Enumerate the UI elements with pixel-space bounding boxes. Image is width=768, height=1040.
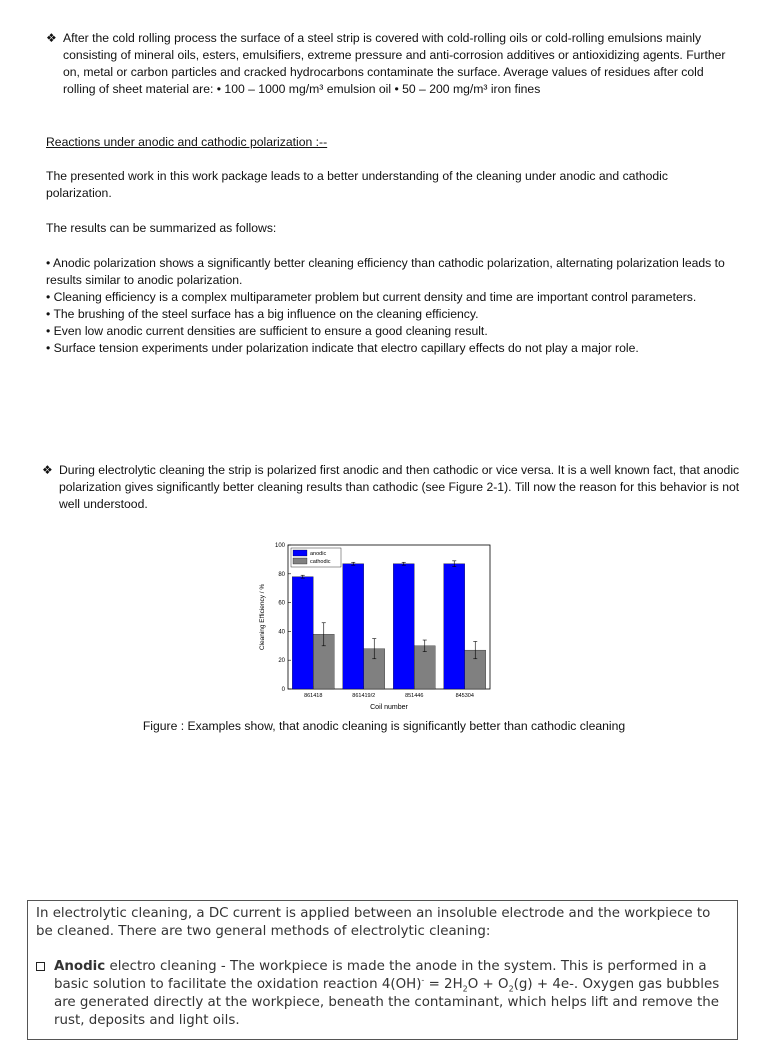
anodic-text: = 2H bbox=[424, 977, 463, 992]
list-item: • Anodic polarization shows a significantly better cleaning efficiency than cathodic polarization, alternating polarization leads to results similar to anodic polarization. bbox=[46, 255, 726, 289]
y-tick-label: 100 bbox=[274, 543, 285, 549]
list-item: • Even low anodic current densities are sufficient to ensure a good cleaning result. bbox=[46, 323, 726, 340]
anodic-text: (g) + 4e-. Oxygen gas bubbles are generated directly at the workpiece, beneath the contaminant, which helps lift and remove the rust, deposits and light oils. bbox=[54, 977, 720, 1028]
x-axis-label: Coil number bbox=[370, 704, 408, 711]
y-tick-label: 60 bbox=[278, 600, 285, 607]
y-tick-label: 0 bbox=[281, 687, 285, 693]
cleaning-efficiency-chart bbox=[254, 538, 504, 716]
anodic-text: electro cleaning - The workpiece is made the anode in the system. This is performed in a basic solution to facilitate the oxidation reaction 4(OH) bbox=[54, 959, 707, 992]
anodic-item bbox=[36, 958, 729, 1030]
intro-paragraph: The presented work in this work package leads to a better understanding of the cleaning under anodic and cathodic polarization. bbox=[46, 169, 668, 200]
bar-anodic bbox=[444, 564, 465, 689]
legend-label-cathodic: cathodic bbox=[310, 559, 331, 565]
y-tick-label: 80 bbox=[278, 571, 285, 578]
chart-svg bbox=[254, 538, 504, 716]
legend-swatch-cathodic bbox=[293, 558, 307, 564]
section-heading: Reactions under anodic and cathodic polarization :-- bbox=[46, 135, 328, 149]
subscript: 2 bbox=[508, 984, 514, 994]
superscript: - bbox=[421, 975, 425, 985]
checkbox-bullet-icon bbox=[36, 962, 45, 971]
x-tick-label: 861418 bbox=[304, 693, 323, 699]
y-tick-label: 40 bbox=[278, 629, 285, 636]
legend-label-anodic: anodic bbox=[310, 551, 327, 557]
subscript: 2 bbox=[462, 984, 468, 994]
legend-swatch-anodic bbox=[293, 550, 307, 556]
list-item: • Cleaning efficiency is a complex multiparameter problem but current density and time are important control parameters. bbox=[46, 289, 726, 306]
x-tick-label: 845304 bbox=[455, 693, 474, 699]
bar-anodic bbox=[343, 564, 364, 689]
anodic-term: Anodic bbox=[54, 959, 106, 974]
electrolytic-cleaning-box bbox=[27, 900, 738, 1040]
x-tick-label: 851446 bbox=[405, 693, 424, 699]
bullet-item-electrolytic bbox=[42, 462, 742, 513]
diamond-bullet-icon: ❖ bbox=[46, 31, 57, 45]
summary-lead: The results can be summarized as follows: bbox=[46, 221, 277, 235]
box-intro: In electrolytic cleaning, a DC current is applied between an insoluble electrode and the workpiece to be cleaned. There are two general methods of electrolytic cleaning: bbox=[36, 906, 711, 939]
results-list bbox=[46, 255, 726, 357]
diamond-bullet-icon: ❖ bbox=[42, 463, 53, 477]
bar-anodic bbox=[393, 564, 414, 689]
y-tick-label: 20 bbox=[278, 658, 285, 665]
anodic-text: O + O bbox=[467, 977, 509, 992]
list-item: • The brushing of the steel surface has a big influence on the cleaning efficiency. bbox=[46, 306, 726, 323]
list-item: • Surface tension experiments under polarization indicate that electro capillary effects do not play a major role. bbox=[46, 340, 726, 357]
x-tick-label: 861419/2 bbox=[352, 693, 376, 699]
bullet-item-cold-rolling bbox=[46, 30, 736, 98]
figure-caption: Figure : Examples show, that anodic cleaning is significantly better than cathodic cleaning bbox=[142, 719, 626, 733]
electrolytic-paragraph: During electrolytic cleaning the strip is polarized first anodic and then cathodic or vice versa. It is a well known fact, that anodic polarization gives significantly better cleaning results than cathodic (see Figure 2-1). Till now the reason for this behavior is not well understood. bbox=[59, 463, 740, 511]
cold-rolling-paragraph: After the cold rolling process the surface of a steel strip is covered with cold-rolling oils or cold-rolling emulsions mainly consisting of mineral oils, esters, emulsifiers, extreme pressure and anti-corrosion additives or antioxidizing agents. Further on, metal or carbon particles and cracked hydrocarbons contaminate the surface. Average values of residues after cold rolling of sheet material are: • 100 – 1000 mg/m³ emulsion oil • 50 – 200 mg/m³ iron fines bbox=[63, 31, 726, 96]
bar-cathodic bbox=[414, 646, 435, 689]
bar-anodic bbox=[292, 577, 313, 689]
y-axis-label: Cleaning Efficiency / % bbox=[259, 583, 266, 651]
